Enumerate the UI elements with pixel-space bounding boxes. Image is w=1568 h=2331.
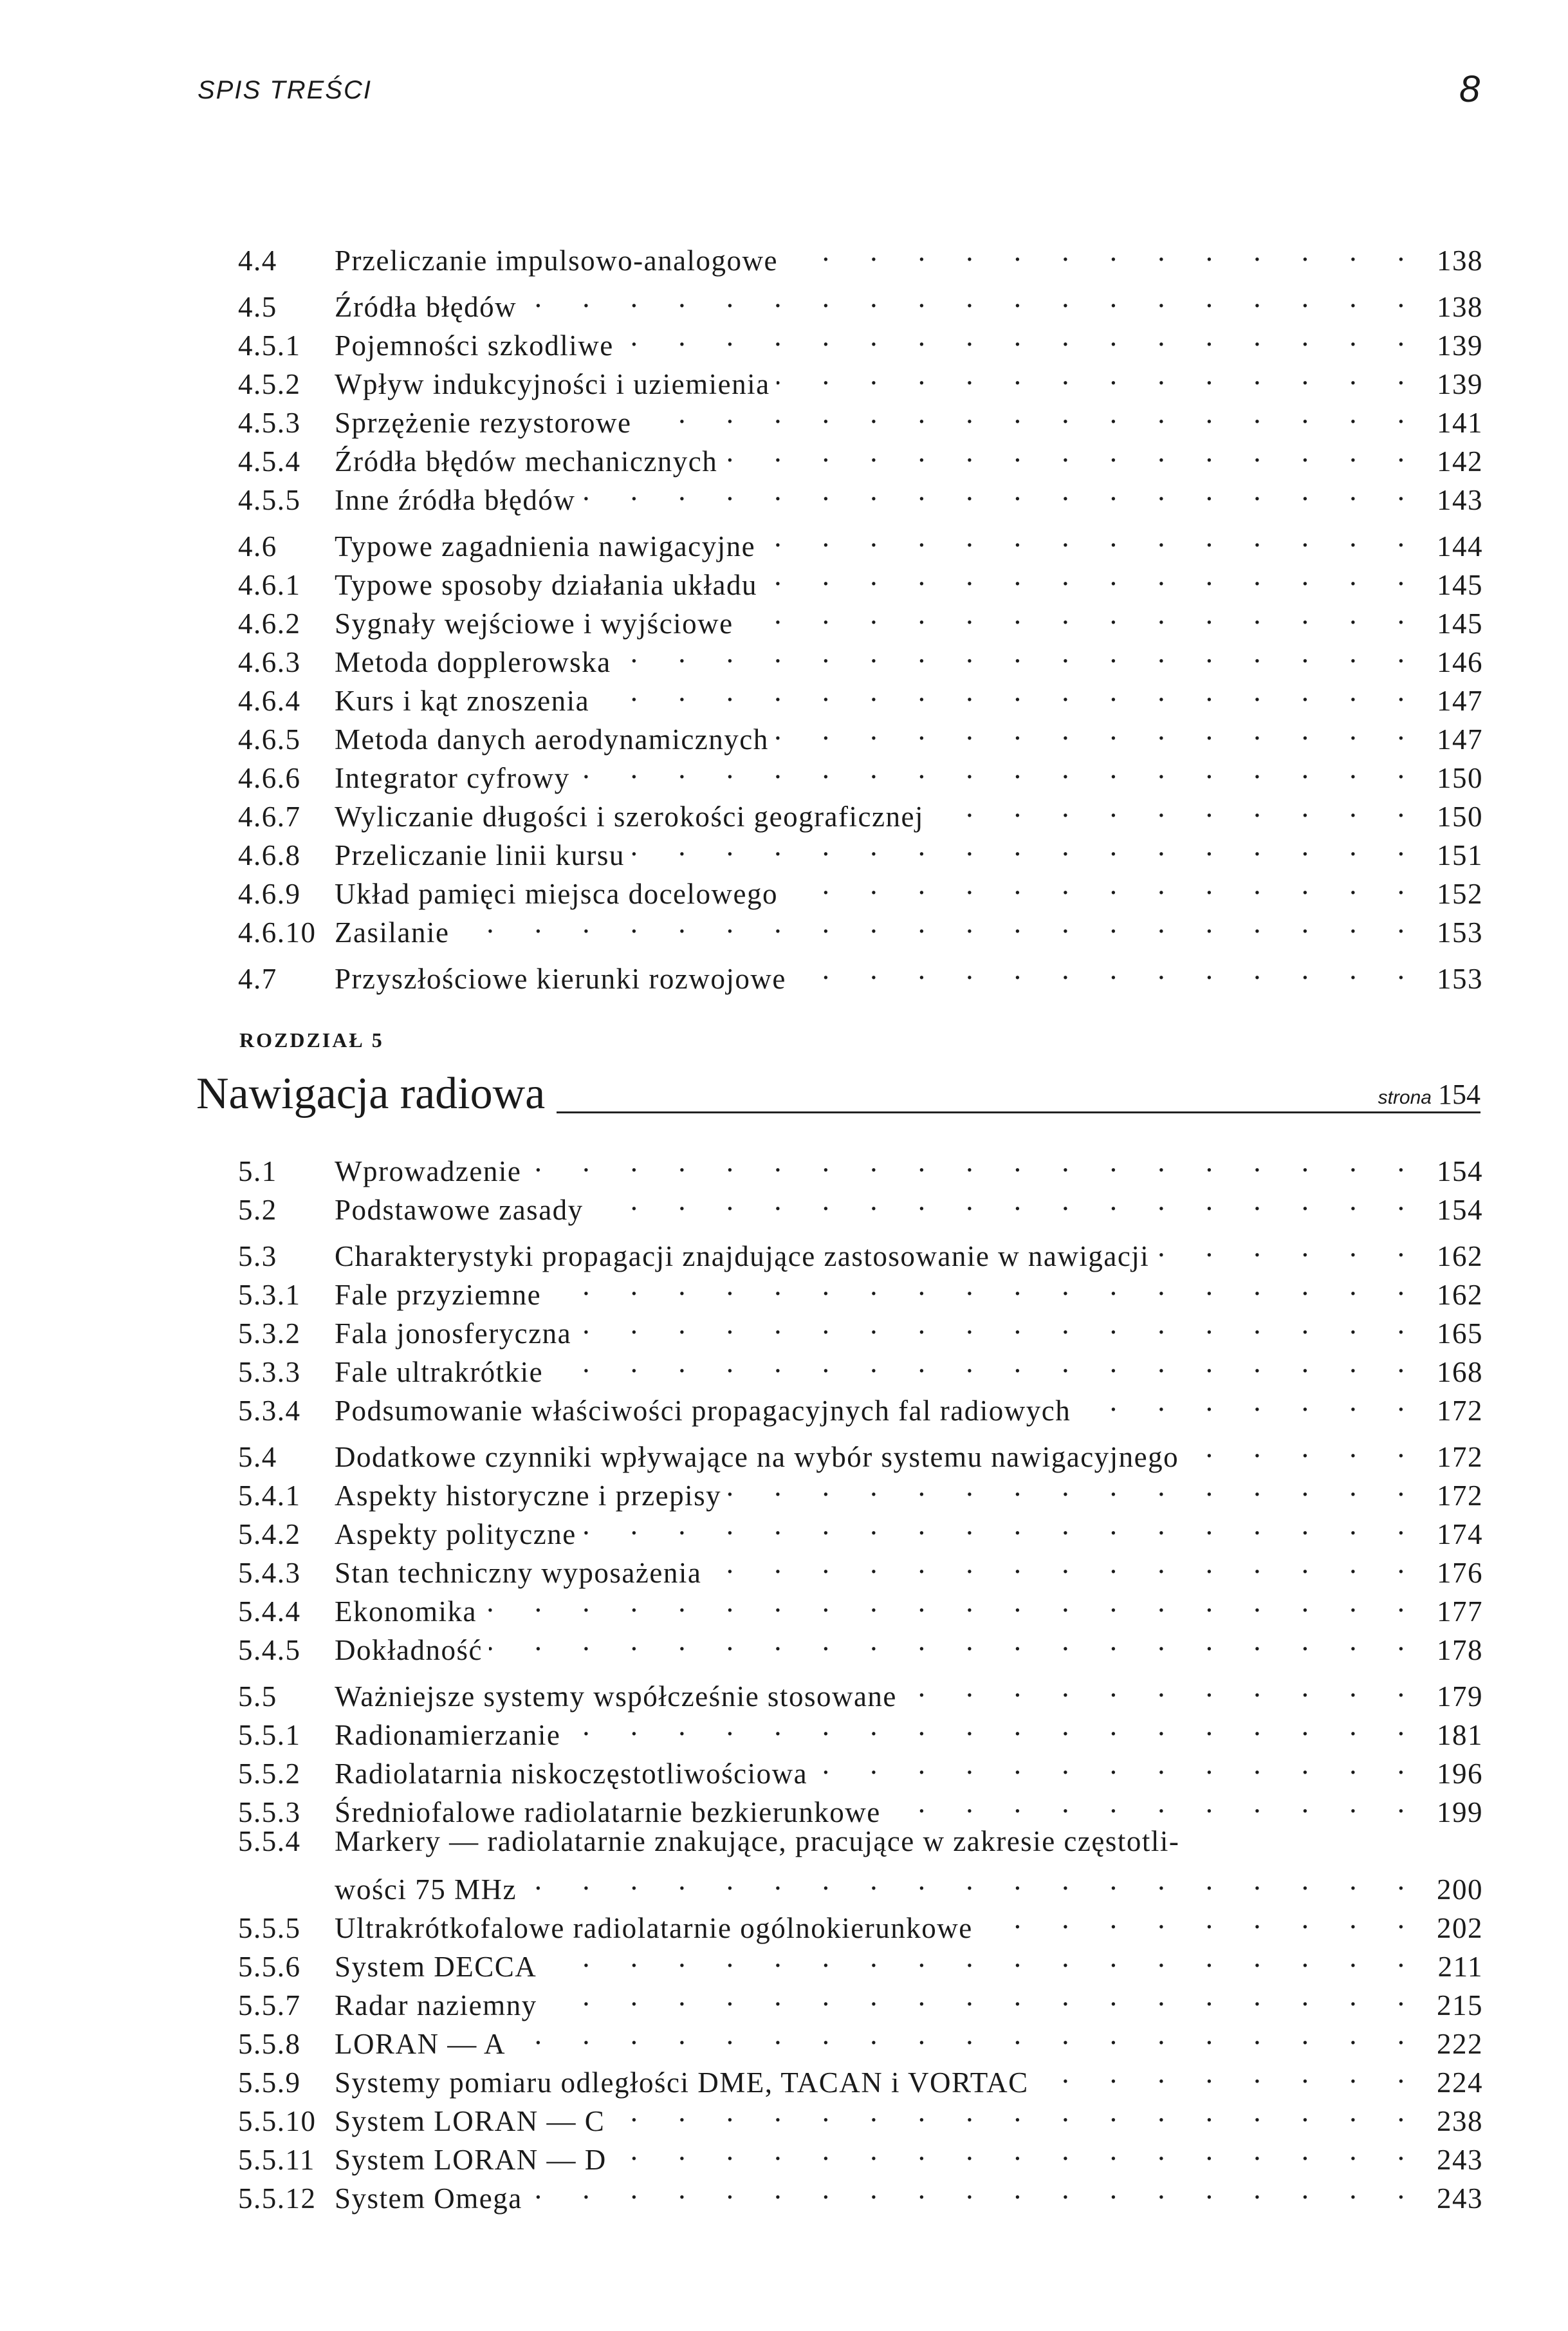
entry-number: 5.5.8 [238,2028,301,2060]
entry-title: Radar naziemny [335,1989,537,2021]
entry-title: Radionamierzanie [335,1719,561,1751]
entry-page: 176 [1437,1557,1483,1589]
entry-title: Fala jonosferyczna [335,1317,572,1350]
entry-title: Sygnały wejściowe i wyjściowe [335,608,733,640]
dot-leader [1156,1227,1421,1266]
entry-page: 151 [1437,839,1483,871]
dot-leader [483,1583,1421,1621]
entry-title: Markery — radiolatarnie znakujące, pracujące w zakresie częstotli- [335,1825,1180,1857]
entry-number: 4.6.4 [238,685,301,717]
entry-title: Fale przyziemne [335,1279,542,1311]
dot-leader [638,394,1421,432]
entry-page: 150 [1437,801,1483,833]
entry-page: 199 [1437,1796,1483,1828]
entry-number: 5.4.3 [238,1557,301,1589]
entry-page: 138 [1437,291,1483,323]
toc-entry[interactable] [238,1667,1483,1713]
entry-number: 5.5.11 [238,2144,315,2176]
entry-number: 4.6.10 [238,916,317,949]
entry-number: 5.1 [238,1155,277,1187]
dot-leader [631,826,1421,865]
running-title: SPIS TREŚCI [198,76,372,104]
entry-title: Fale ultrakrótkie [335,1356,544,1388]
dot-leader [762,517,1421,556]
entry-page: 139 [1437,368,1483,400]
entry-page: 154 [1437,1155,1483,1187]
dot-leader [1077,1382,1421,1420]
entry-page: 143 [1437,484,1483,516]
chapter-page [1374,1078,1480,1111]
entry-title: System LORAN — C [335,2105,605,2137]
dot-leader [544,1976,1421,2015]
entry-page: 177 [1437,1595,1483,1628]
entry-number: 5.5.7 [238,1989,301,2021]
entry-page: 162 [1437,1240,1483,1272]
chapter-label: ROZDZIAŁ 5 [239,1028,384,1052]
entry-number: 5.4 [238,1441,277,1473]
entry-title: Przyszłościowe kierunki rozwojowe [335,963,786,995]
entry-number: 5.3.2 [238,1317,301,1350]
entry-title: Podsumowanie właściwości propagacyjnych fal radiowych [335,1395,1071,1427]
dot-leader [930,788,1421,826]
entry-page: 145 [1437,569,1483,601]
entry-page: 181 [1437,1719,1483,1751]
toc-entry[interactable] [238,1428,1483,1473]
dot-leader [903,1667,1421,1706]
dot-leader [620,317,1421,355]
entry-title: Charakterystyki propagacji znajdujące zastosowanie w nawigacji [335,1240,1150,1272]
toc-entry[interactable] [238,278,1483,323]
dot-leader [567,1706,1421,1745]
dot-leader [887,1783,1421,1822]
dot-leader [523,278,1421,317]
dot-leader [529,2169,1421,2208]
entry-number: 5.3 [238,1240,277,1272]
entry-title: Wpływ indukcyjności i uziemienia [335,368,770,400]
entry-number: 5.4.2 [238,1518,301,1550]
dot-leader [611,2092,1421,2131]
entry-page: 172 [1437,1480,1483,1512]
entry-page: 147 [1437,723,1483,756]
entry-page: 178 [1437,1634,1483,1666]
dot-leader [578,1305,1421,1343]
entry-title: Aspekty polityczne [335,1518,576,1550]
entry-number: 5.5.1 [238,1719,301,1751]
entry-title-continuation: wości 75 MHz [335,1873,517,1906]
entry-title: LORAN — A [335,2028,506,2060]
entry-number: 4.5.5 [238,484,301,516]
entry-title: Integrator cyfrowy [335,762,570,794]
dot-leader [590,1181,1421,1220]
entry-title: Pojemności szkodliwe [335,330,614,362]
entry-page: 224 [1437,2066,1483,2099]
entry-number: 4.5.1 [238,330,301,362]
entry-title: Metoda dopplerowska [335,646,611,678]
entry-page: 146 [1437,646,1483,678]
entry-number: 5.3.4 [238,1395,301,1427]
dot-leader [777,355,1421,394]
dot-leader [456,904,1421,942]
dot-leader [548,1266,1421,1305]
entry-number: 4.5.2 [238,368,301,400]
entry-title: Wyliczanie długości i szerokości geograficznej [335,801,924,833]
entry-page: 243 [1437,2144,1483,2176]
dot-leader [724,432,1421,471]
entry-page: 172 [1437,1441,1483,1473]
dot-leader [1035,2054,1421,2092]
dot-leader [775,710,1421,749]
entry-page: 202 [1437,1912,1483,1944]
toc-entry[interactable] [238,1227,1483,1272]
entry-number: 5.5.4 [238,1825,301,1857]
dot-leader [549,1343,1421,1382]
entry-number: 4.4 [238,245,277,277]
entry-page: 138 [1437,245,1483,277]
entry-page: 168 [1437,1356,1483,1388]
toc-section-chapter-4 [238,232,1483,995]
entry-title: Kurs i kąt znoszenia [335,685,590,717]
entry-title: Ważniejsze systemy współcześnie stosowane [335,1680,897,1713]
entry-number: 5.5.3 [238,1796,301,1828]
dot-leader [764,556,1421,595]
entry-title: Radiolatarnia niskoczęstotliwościowa [335,1758,808,1790]
entry-page: 179 [1437,1680,1483,1713]
entry-number: 5.4.1 [238,1480,301,1512]
entry-page: 153 [1437,963,1483,995]
toc-entry[interactable] [238,1142,1483,1187]
entry-page: 162 [1437,1279,1483,1311]
entry-number: 5.5.10 [238,2105,317,2137]
entry-title: Ultrakrótkofalowe radiolatarnie ogólnokierunkowe [335,1912,973,1944]
dot-leader [708,1544,1421,1583]
entry-number: 4.6.7 [238,801,301,833]
entry-number: 5.5 [238,1680,277,1713]
entry-number: 5.5.9 [238,2066,301,2099]
entry-title: System DECCA [335,1951,537,1983]
entry-title: Ekonomika [335,1595,477,1628]
entry-page: 139 [1437,330,1483,362]
entry-page: 141 [1437,407,1483,439]
chapter-rule [557,1111,1480,1113]
entry-title: Przeliczanie impulsowo-analogowe [335,245,779,277]
toc-entry[interactable] [238,517,1483,562]
toc-entry[interactable] [238,1822,1483,1861]
entry-number: 4.6.5 [238,723,301,756]
entry-title: Typowe zagadnienia nawigacyjne [335,530,756,562]
entry-number: 5.5.12 [238,2182,317,2215]
entry-page: 152 [1437,878,1483,910]
entry-title: Podstawowe zasady [335,1194,584,1226]
entry-page: 144 [1437,530,1483,562]
entry-title: Dokładność [335,1634,483,1666]
dot-leader [728,1467,1421,1505]
dot-leader [582,471,1421,510]
entry-title: Wprowadzenie [335,1155,522,1187]
entry-page: 211 [1437,1951,1483,1983]
dot-leader [512,2015,1421,2054]
entry-number: 4.7 [238,963,277,995]
entry-page: 142 [1437,445,1483,478]
chapter-title: Nawigacja radiowa [196,1068,548,1120]
dot-leader [979,1899,1421,1938]
entry-number: 5.5.2 [238,1758,301,1790]
entry-title: Inne źródła błędów [335,484,576,516]
entry-number: 5.4.4 [238,1595,301,1628]
dot-leader [784,232,1421,270]
entry-number: 4.6.8 [238,839,301,871]
entry-title: Zasilanie [335,916,450,949]
toc-entry-continuation [238,1861,1483,1906]
entry-number: 4.6.9 [238,878,301,910]
entry-page: 145 [1437,608,1483,640]
entry-page: 196 [1437,1758,1483,1790]
chapter-heading [196,1068,1480,1120]
entry-title: System Omega [335,2182,522,2215]
dot-leader [784,865,1421,904]
dot-leader [543,1938,1421,1976]
entry-page: 153 [1437,916,1483,949]
entry-title: Stan techniczny wyposażenia [335,1557,702,1589]
entry-title: Układ pamięci miejsca docelowego [335,878,779,910]
entry-title: System LORAN — D [335,2144,607,2176]
entry-title: Systemy pomiaru odległości DME, TACAN i VORTAC [335,2066,1029,2099]
chapter-page-prefix: strona [1378,1087,1432,1108]
entry-page: 200 [1437,1873,1483,1906]
entry-number: 4.6.3 [238,646,301,678]
entry-page: 243 [1437,2182,1483,2215]
entry-title: Dodatkowe czynniki wpływające na wybór systemu nawigacyjnego [335,1441,1179,1473]
entry-title: Aspekty historyczne i przepisy [335,1480,722,1512]
entry-number: 4.5.3 [238,407,301,439]
entry-number: 4.6.2 [238,608,301,640]
toc-section-chapter-5 [238,1142,1483,2215]
entry-number: 4.6 [238,530,277,562]
dot-leader [613,2131,1421,2169]
entry-title: Metoda danych aerodynamicznych [335,723,769,756]
toc-entry[interactable] [238,950,1483,995]
entry-number: 5.3.1 [238,1279,301,1311]
entry-title: Sprzężenie rezystorowe [335,407,632,439]
entry-number: 5.5.5 [238,1912,301,1944]
entry-page: 165 [1437,1317,1483,1350]
dot-leader [576,749,1421,788]
entry-number: 5.4.5 [238,1634,301,1666]
dot-leader [596,672,1421,710]
entry-number: 5.5.6 [238,1951,301,1983]
entry-number: 5.3.3 [238,1356,301,1388]
toc-entry[interactable] [238,232,1483,277]
entry-title: Średniofalowe radiolatarnie bezkierunkowe [335,1796,881,1828]
dot-leader [489,1621,1421,1660]
entry-page: 238 [1437,2105,1483,2137]
entry-number: 4.6.1 [238,569,301,601]
entry-page: 174 [1437,1518,1483,1550]
dot-leader [618,633,1421,672]
entry-page: 150 [1437,762,1483,794]
dot-leader [523,1861,1421,1899]
entry-title: Źródła błędów mechanicznych [335,445,718,478]
entry-page: 147 [1437,685,1483,717]
entry-title: Przeliczanie linii kursu [335,839,625,871]
dot-leader [583,1505,1421,1544]
dot-leader [814,1745,1421,1783]
dot-leader [793,950,1421,989]
dot-leader [1185,1428,1421,1467]
entry-page: 215 [1437,1989,1483,2021]
entry-number: 5.2 [238,1194,277,1226]
entry-number: 4.5 [238,291,277,323]
entry-page: 154 [1437,1194,1483,1226]
page-number: 8 [1459,68,1480,110]
entry-number: 4.6.6 [238,762,301,794]
entry-title: Źródła błędów [335,291,517,323]
dot-leader [528,1142,1421,1181]
entry-page: 172 [1437,1395,1483,1427]
entry-title: Typowe sposoby działania układu [335,569,757,601]
entry-page: 222 [1437,2028,1483,2060]
chapter-page-number: 154 [1438,1079,1480,1110]
dot-leader [740,595,1421,633]
entry-number: 4.5.4 [238,445,301,478]
